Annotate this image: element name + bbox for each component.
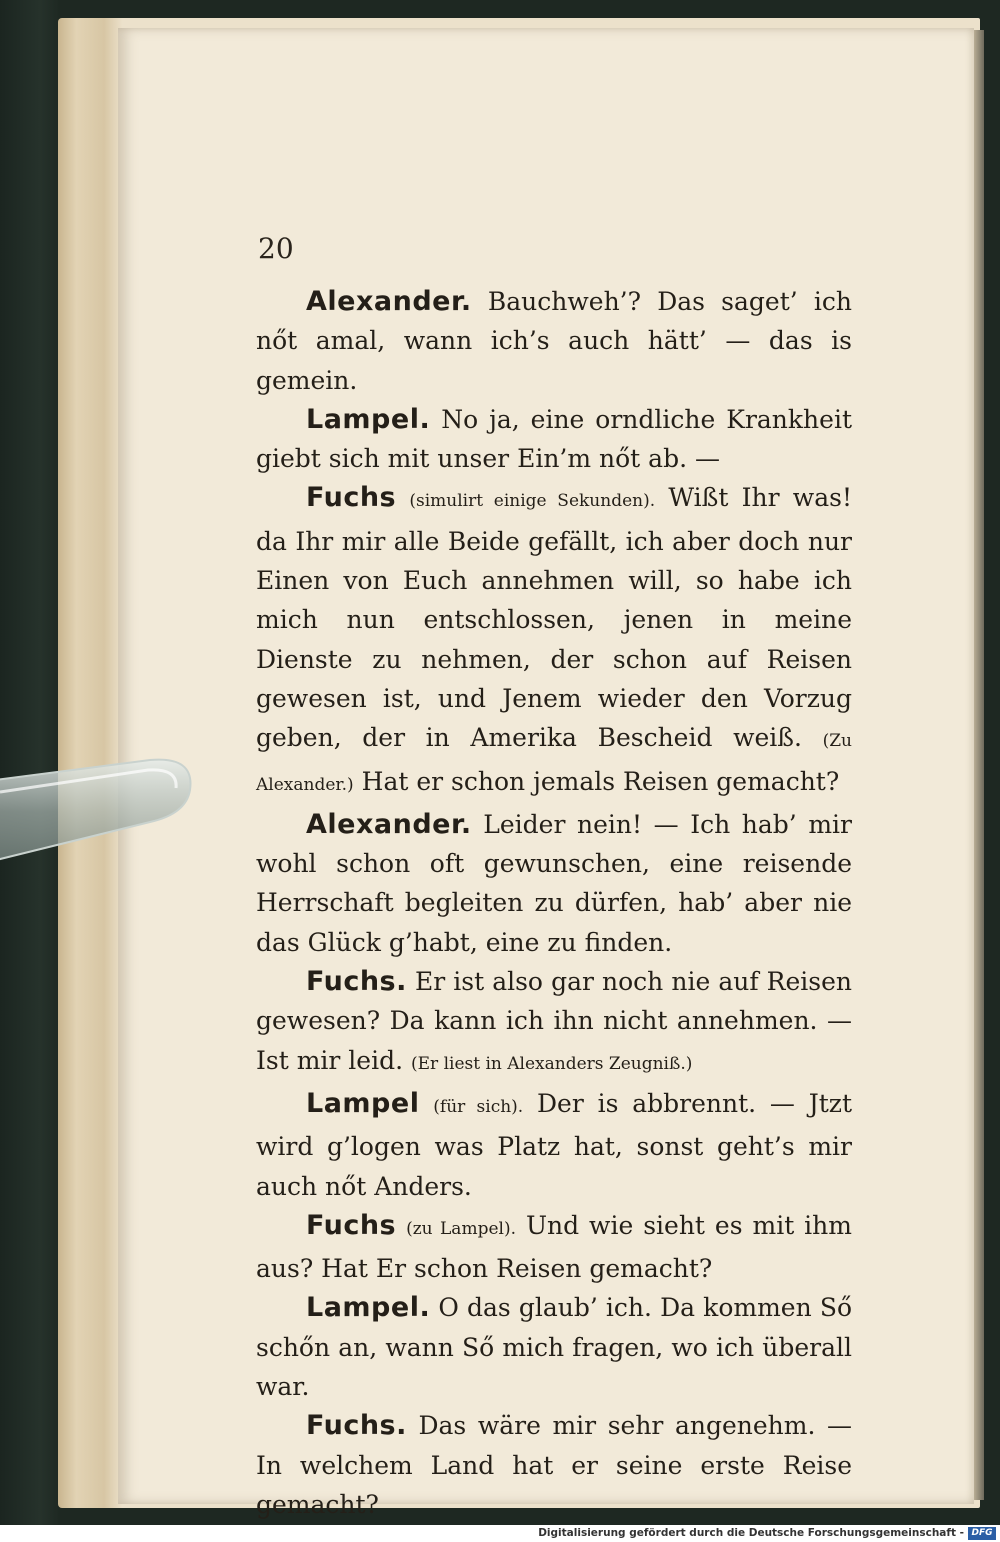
speaker-name: Lampel. xyxy=(306,403,431,435)
dialogue-paragraph xyxy=(256,1084,852,1206)
speaker-name: Alexander. xyxy=(306,808,472,840)
dialogue-paragraph xyxy=(256,805,852,962)
spoken-text: Hat er schon jemals Reisen gemacht? xyxy=(361,766,840,796)
stage-direction: (simulirt einige Sekunden). xyxy=(409,491,656,512)
dialogue-paragraph xyxy=(256,1206,852,1289)
spoken-text: Er ist also gar noch nie auf Reisen gewesen? Da kann ich ihn nicht annehmen. — Ist mir leid. xyxy=(256,967,852,1075)
dialogue-paragraph xyxy=(256,400,852,479)
stage-direction: (zu Lampel). xyxy=(406,1218,516,1239)
page-number: 20 xyxy=(258,232,294,265)
dialogue-paragraph xyxy=(256,962,852,1084)
speaker-name: Fuchs. xyxy=(306,966,407,998)
stage-direction: (Zu Alexander.) xyxy=(256,731,852,795)
dfg-logo: DFG xyxy=(968,1527,996,1540)
dialogue-paragraph xyxy=(256,1406,852,1524)
spoken-text: Der is abbrennt. — Jtzt wird g’logen was Platz hat, sonst geht’s mir auch nőt Anders. xyxy=(256,1088,852,1201)
dialogue-paragraph xyxy=(256,1288,852,1406)
speaker-name: Lampel xyxy=(306,1087,420,1119)
speaker-name: Fuchs xyxy=(306,482,397,514)
funding-credit: Digitalisierung gefördert durch die Deutsche Forschungsgemeinschaft - xyxy=(538,1527,964,1539)
dialogue-paragraph xyxy=(256,282,852,400)
spoken-text: O das glaub’ ich. Da kommen Ső schőn an, wann Ső mich fragen, wo ich überall war. xyxy=(256,1293,852,1402)
spoken-text: Leider nein! — Ich hab’ mir wohl schon oft gewunschen, eine reisende Herrschaft begleiten zu dürfen, hab’ aber nie das Glück g’habt, eine zu finden. xyxy=(256,809,852,957)
spoken-text: Das wäre mir sehr angenehm. — In welchem Land hat er seine erste Reise gemacht? xyxy=(256,1411,852,1519)
speaker-name: Alexander. xyxy=(306,286,472,317)
page-fold-shadow xyxy=(974,30,984,1500)
page-text xyxy=(256,282,852,1524)
dialogue-paragraph xyxy=(256,478,852,804)
speaker-name: Fuchs. xyxy=(306,1410,407,1442)
stage-direction: (Er liest in Alexanders Zeugniß.) xyxy=(411,1053,693,1074)
plastic-clip xyxy=(0,752,220,872)
spoken-text: Und wie sieht es mit ihm aus? Hat Er schon Reisen gemacht? xyxy=(256,1210,852,1284)
spoken-text: No ja, eine orndliche Krankheit giebt sich mit unser Ein’m nőt ab. — xyxy=(256,404,852,474)
spoken-text: Bauchweh’? Das saget’ ich nőt amal, wann ich’s auch hätt’ — das is gemein. xyxy=(256,287,852,395)
speaker-name: Lampel. xyxy=(306,1292,431,1324)
stage-direction: (für sich). xyxy=(433,1096,524,1117)
speaker-name: Fuchs xyxy=(306,1209,397,1241)
spoken-text: Wißt Ihr was! da Ihr mir alle Beide gefällt, ich aber doch nur Einen von Euch annehmen will, so habe ich mich nun entschlossen, jenen in meine Dienste zu nehmen, der schon auf Reisen gewesen ist, und Jenem wieder den Vorzug geben, der in Amerika Bescheid weiß. xyxy=(256,483,852,753)
